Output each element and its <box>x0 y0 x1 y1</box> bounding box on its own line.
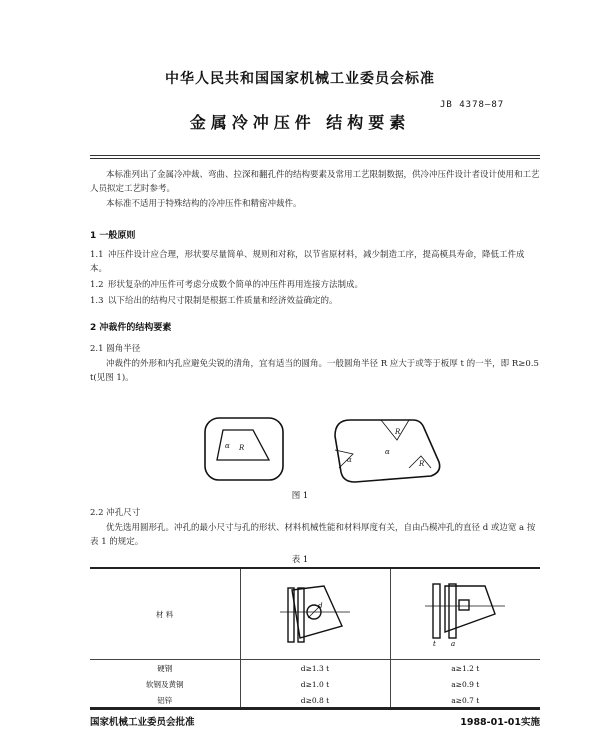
clause-text: 以下给出的结构尺寸限制是根据工件质量和经济效益确定的。 <box>108 296 338 306</box>
material-cell: 硬钢 <box>157 663 173 673</box>
header-rule <box>90 155 540 156</box>
table-header-row <box>90 568 540 660</box>
fig1-right-label-alpha-2: α <box>385 448 390 456</box>
square-hole-label-t: t <box>433 640 437 648</box>
page-title: 金属冷冲压件 结构要素 <box>189 113 411 132</box>
square-hole-value: a≥0.7 t <box>390 692 540 709</box>
square-hole-diagram-cell <box>390 568 540 660</box>
fig1-right-label-r-2: R <box>419 460 425 468</box>
figure-1 <box>195 410 445 492</box>
table-row <box>90 676 540 692</box>
effective-date: 1988-01-01实施 <box>460 717 540 728</box>
table-row <box>90 660 540 677</box>
subsection-2-2-text: 优先选用圆形孔。冲孔的最小尺寸与孔的形状、材料机械性能和材料厚度有关，自由凸模冲孔的直径 d 或边宽 a 按表 1 的规定。 <box>90 523 536 547</box>
fig1-label-alpha: α <box>225 442 230 450</box>
clause-text: 冲压件设计应合理，形状要尽量简单、规则和对称，以节省原材料，减少制造工序，提高模具寿命，降低工件成本。 <box>90 250 525 274</box>
standard-number: JB 4378—87 <box>440 100 505 110</box>
clause-text: 形状复杂的冲压件可考虑分成数个简单的冲压件再用连接方法制成。 <box>108 280 364 290</box>
square-hole-plate <box>445 586 495 632</box>
section-1-heading: 1 一般原则 <box>90 231 136 241</box>
round-hole-value: d≥1.3 t <box>240 660 390 677</box>
round-hole-diagram <box>280 578 350 648</box>
clause-1-2 <box>90 278 540 292</box>
square-hole-diagram <box>425 576 505 650</box>
round-hole-diagram-cell <box>240 568 390 660</box>
square-hole-value: a≥1.2 t <box>390 660 540 677</box>
table-1 <box>90 567 540 710</box>
clause-1-1 <box>90 248 540 276</box>
fig1-right-label-alpha: α <box>347 456 352 464</box>
clause-number: 1.1 <box>90 250 104 260</box>
material-header: 材 料 <box>90 568 240 660</box>
fig1-right-label-r: R <box>395 428 401 436</box>
issuing-organization: 中华人民共和国国家机械工业委员会标准 <box>165 71 435 87</box>
subsection-2-1-text: 冲裁件的外形和内孔应避免尖锐的清角，宜有适当的圆角。一般圆角半径 R 应大于或等于板厚 t 的一半，即 R≥0.5 t(见图 1)。 <box>90 359 539 383</box>
clause-number: 1.3 <box>90 296 104 306</box>
intro-paragraph-1: 本标准列出了金属冷冲裁、弯曲、拉深和翻孔件的结构要素及常用工艺限制数据，供冷冲压件设计者设计使用和工艺人员拟定工艺时参考。 <box>90 170 540 194</box>
intro-paragraph-2: 本标准不适用于特殊结构的冷冲压件和精密冲裁件。 <box>106 199 302 209</box>
square-hole-label-a: a <box>451 640 456 648</box>
round-hole-value: d≥0.8 t <box>240 692 390 709</box>
approval-authority: 国家机械工业委员会批准 <box>90 717 195 728</box>
square-hole-value: a≥0.9 t <box>390 676 540 692</box>
header-rule-2 <box>90 158 540 159</box>
square-hole-punch-left <box>433 584 440 638</box>
subsection-2-2-heading: 2.2 冲孔尺寸 <box>90 508 141 518</box>
figure-1-caption: 图 1 <box>291 491 309 501</box>
round-hole-label-d: d <box>318 602 323 610</box>
section-2-heading: 2 冲裁件的结构要素 <box>90 323 172 333</box>
table-1-title: 表 1 <box>291 555 309 565</box>
material-cell: 软钢及黄铜 <box>146 679 184 689</box>
material-cell: 铝锌 <box>90 692 240 709</box>
square-hole-square <box>459 600 469 610</box>
footer-rule <box>90 707 540 709</box>
fig1-label-r: R <box>239 444 245 452</box>
subsection-2-1-heading: 2.1 圆角半径 <box>90 344 141 354</box>
clause-1-3 <box>90 294 540 308</box>
round-hole-value: d≥1.0 t <box>240 676 390 692</box>
clause-number: 1.2 <box>90 280 104 290</box>
